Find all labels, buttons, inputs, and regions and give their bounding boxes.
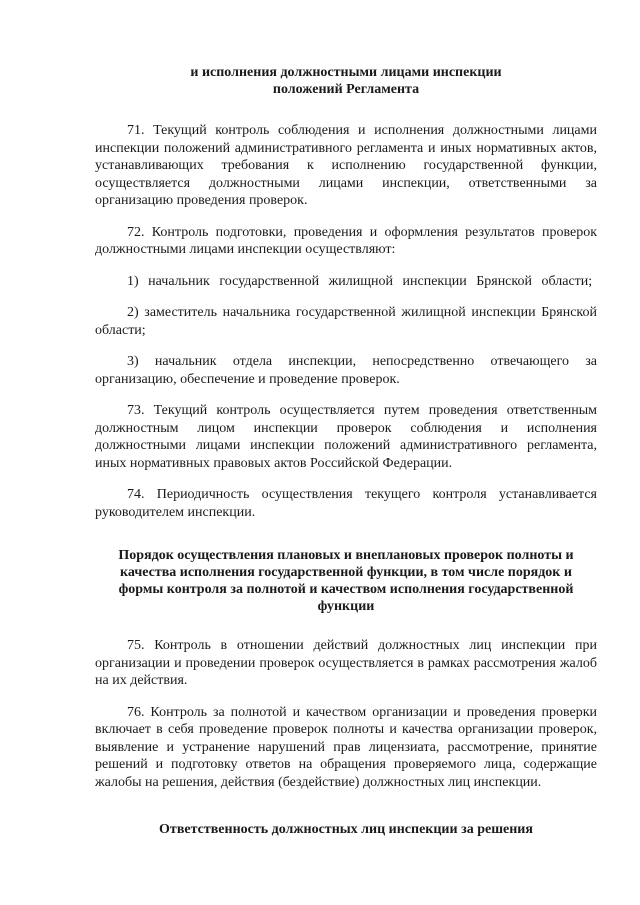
section-heading-responsibility: Ответственность должностных лиц инспекции за решения [159,822,533,837]
paragraph-72-item-1: 1) начальник государственной жилищной инспекции Брянской области; [127,273,593,289]
paragraph-73: 73. Текущий контроль осуществляется путем проведения ответственным должностным лицом инспекции проверок соблюдения и исполнения должностными лицами инспекции положений административного регламента, иных нормативных правовых актов Российской Федерации. [95,403,597,471]
paragraph-74: 74. Периодичность осуществления текущего контроля устанавливается руководителем инспекции. [95,487,597,520]
paragraph-72-item-2: 2) заместитель начальника государственной жилищной инспекции Брянской области; [95,305,597,338]
paragraph-76: 76. Контроль за полнотой и качеством организации и проведения проверки включает в себя проведение проверок полноты и качества организации проверок, выявление и устранение нарушений прав лицензиата, рассмотрение, принятие решений и подготовку ответов на обращения проверяемого лица, содержащие жалобы на решения, действия (бездействие) должностных лиц инспекции. [95,704,597,790]
paragraph-75: 75. Контроль в отношении действий должностных лиц инспекции при организации и проведении проверок осуществляется в рамках рассмотрения жалоб на их действия. [95,638,597,688]
section-heading-inspection-procedure: Порядок осуществления плановых и внеплановых проверок полноты и качества исполнения государственной функции, в том числе порядок и формы контроля за полнотой и качеством исполнения государственной функции [118,548,574,614]
section-heading-control: и исполнения должностными лицами инспекции положений Регламента [190,65,502,97]
paragraph-72: 72. Контроль подготовки, проведения и оформления результатов проверок должностными лицами инспекции осуществляют: [95,224,597,257]
paragraph-71: 71. Текущий контроль соблюдения и исполнения должностными лицами инспекции положений административного регламента и иных нормативных актов, устанавливающих требования к исполнению государственной функции, осуществляется должностными лицами инспекции, ответственными за организацию проведения проверок. [95,123,597,208]
paragraph-72-item-3: 3) начальник отдела инспекции, непосредственно отвечающего за организацию, обеспечение и проведение проверок. [95,354,597,387]
